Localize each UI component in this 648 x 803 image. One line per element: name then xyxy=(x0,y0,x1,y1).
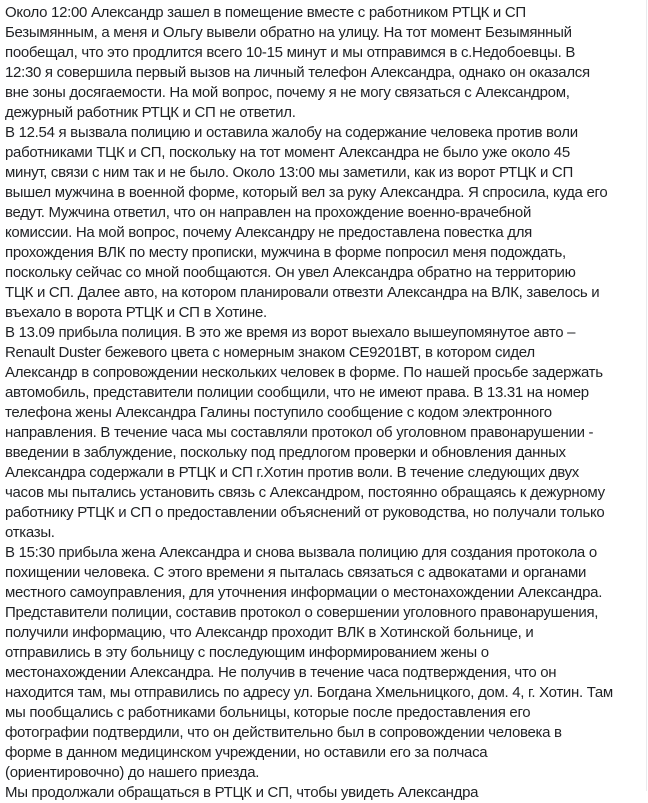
right-edge-divider xyxy=(646,0,647,791)
post-text-line-p2: ТЦК и СП. Далее авто, на котором планировали отвезти Александра на ВЛК, завелось и xyxy=(5,284,600,301)
post-text-line-p3: Александра содержали в РТЦК и СП г.Хотин против воли. В течение следующих двух xyxy=(5,464,580,481)
post-text-line-p3: автомобиль, представители полиции сообщили, что не имеют права. В 13.31 на номер xyxy=(5,384,589,401)
post-text-line-p2: В 12.54 я вызвала полицию и оставила жалобу на содержание человека против воли xyxy=(5,124,578,141)
post-text-line-p2: минут, связи с ним так и не было. Около 13:00 мы заметили, как из ворот РТЦК и СП xyxy=(5,164,573,181)
post-text-line-p4: Представители полиции, составив протокол о совершении уголовного правонарушения, xyxy=(5,604,599,621)
post-text-line-clipped-bottom: Мы продолжали обращаться в РТЦК и СП, чтобы увидеть Александра xyxy=(5,784,479,801)
post-text-line-p4: (ориентировочно) до нашего приезда. xyxy=(5,764,260,781)
post-text-line-p4: получили информацию, что Александр проходит ВЛК в Хотинской больнице, и xyxy=(5,624,534,641)
post-text-line-p1: Безымянным, а меня и Ольгу вывели обратно на улицу. На тот момент Безымянный xyxy=(5,24,572,41)
post-text-line-p2: работниками ТЦК и СП, поскольку на тот момент Александра не было уже около 45 xyxy=(5,144,570,161)
post-text-line-p4: фотографии подтвердили, что он действительно был в сопровождении человека в xyxy=(5,724,562,741)
post-text-line-p3: направления. В течение часа мы составляли протокол об уголовном правонарушении - xyxy=(5,424,594,441)
post-text-line-p2: вышел мужчина в военной форме, который вел за руку Александра. Я спросила, куда его xyxy=(5,184,608,201)
post-text-line-p3: Renault Duster бежевого цвета с номерным знаком СЕ9201ВТ, в котором сидел xyxy=(5,344,535,361)
post-text-line-p4: похищении человека. С этого времени я пыталась связаться с адвокатами и органами xyxy=(5,564,587,581)
post-text-line-p1: пообещал, что это продлится всего 10-15 минут и мы отправимся в с.Недобоевцы. В xyxy=(5,44,576,61)
post-text-line-p3: телефона жены Александра Галины поступило сообщение с кодом электронного xyxy=(5,404,552,421)
post-text-line-p4: мы пообщались с работниками больницы, которые после предоставления его xyxy=(5,704,531,721)
post-text-line-p3: работнику РТЦК и СП о предоставлении объяснений от руководства, но получали только xyxy=(5,504,605,521)
post-text-line-p1: 12:30 я совершила первый вызов на личный телефон Александра, однако он оказался xyxy=(5,64,590,81)
post-text-line-p3: введении в заблуждение, поскольку под предлогом проверки и обновления данных xyxy=(5,444,566,461)
post-text-line-p4: В 15:30 прибыла жена Александра и снова вызвала полицию для создания протокола о xyxy=(5,544,597,561)
post-text-line-p2: поскольку сейчас со мной пообщаются. Он увел Александра обратно на территорию xyxy=(5,264,576,281)
post-text-line-p4: находится там, мы отправились по адресу ул. Богдана Хмельницкого, дом. 4, г. Хотин. Там xyxy=(5,684,613,701)
post-text-line-p1: дежурный работник РТЦК и СП не ответил. xyxy=(5,104,296,121)
post-text-line-p3: отказы. xyxy=(5,524,55,541)
post-text-line-p1: Около 12:00 Александр зашел в помещение вместе с работником РТЦК и СП xyxy=(5,4,526,21)
post-text-line-p2: комиссии. На мой вопрос, почему Александру не предоставлена повестка для xyxy=(5,224,533,241)
post-text-line-p4: местного самоуправления, для уточнения информации о местонахождении Александра. xyxy=(5,584,603,601)
post-text-line-p4: отправились в эту больницу с последующим информированием жены о xyxy=(5,644,489,661)
post-text-line-p3: В 13.09 прибыла полиция. В это же время из ворот выехало вышеупомянутое авто – xyxy=(5,324,576,341)
post-text-line-p2: прохождения ВЛК по месту прописки, мужчина в форме попросил меня подождать, xyxy=(5,244,566,261)
post-text-line-p4: местонахождении Александра. Не получив в течение часа подтверждения, что он xyxy=(5,664,557,681)
post-text-line-p2: въехало в ворота РТЦК и СП в Хотине. xyxy=(5,304,267,321)
post-text-line-p4: форме в данном медицинском учреждении, но оставили его за полчаса xyxy=(5,744,488,761)
post-text-line-p3: Александр в сопровождении нескольких человек в форме. По нашей просьбе задержать xyxy=(5,364,603,381)
post-text-line-p1: вне зоны досягаемости. На мой вопрос, почему я не могу связаться с Александром, xyxy=(5,84,570,101)
post-text xyxy=(5,0,648,803)
post-text-line-p3: часов мы пытались установить связь с Александром, постоянно обращаясь к дежурному xyxy=(5,484,605,501)
post-text-line-p2: ведут. Мужчина ответил, что он направлен на прохождение военно-врачебной xyxy=(5,204,532,221)
